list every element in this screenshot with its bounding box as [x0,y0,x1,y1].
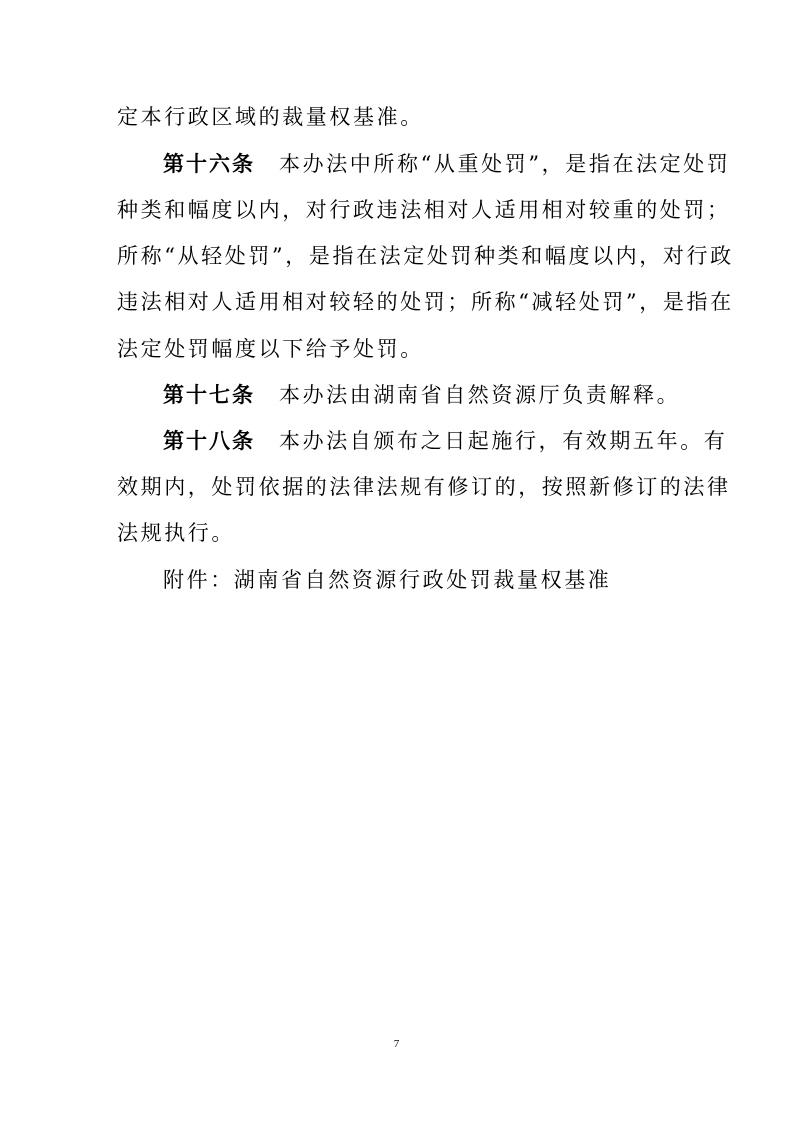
attachment-note: 附件：湖南省自然资源行政处罚裁量权基准 [163,568,612,592]
article-16-text-1: 本办法中所称“从重处罚”，是指在法定处罚 [279,152,731,176]
article-18-text-2: 效期内，处罚依据的法律法规有修订的，按照新修订的法律 [117,475,731,499]
article-16-text-4: 违法相对人适用相对较轻的处罚；所称“减轻处罚”，是指在 [117,290,734,314]
article-18-text-1: 本办法自颁布之日起施行，有效期五年。有 [279,429,728,453]
article-17-line-1 [163,381,680,409]
article-16-text-2: 种类和幅度以内，对行政违法相对人适用相对较重的处罚； [117,198,731,222]
article-18-text-3: 法规执行。 [117,521,235,545]
article-16-text-5: 法定处罚幅度以下给予处罚。 [117,337,424,361]
article-16-text-3: 所称“从轻处罚”，是指在法定处罚种类和幅度以内，对行政 [117,244,734,268]
article-17-number: 第十七条 [163,383,255,407]
continuation-text: 定本行政区域的裁量权基准。 [117,105,424,129]
article-16-line-1 [163,150,730,178]
page-number: 7 [393,1038,400,1050]
article-16-number: 第十六条 [163,152,255,176]
article-18-line-1 [163,427,727,455]
article-18-number: 第十八条 [163,429,255,453]
article-17-text-1: 本办法由湖南省自然资源厅负责解释。 [279,383,681,407]
